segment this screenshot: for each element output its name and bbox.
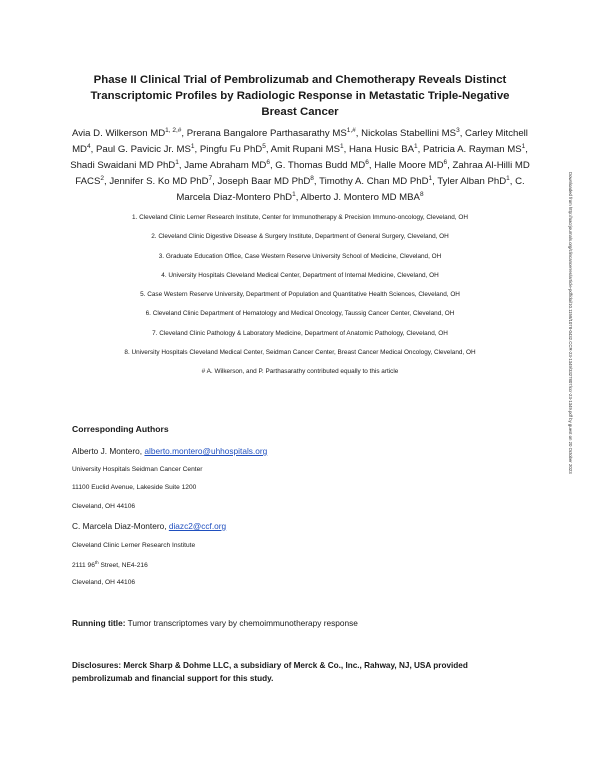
author-affiliation-marker: 1 — [292, 190, 296, 198]
author-affiliation-marker: 1, 2,# — [165, 126, 182, 134]
author-name: Timothy A. Chan MD PhD — [319, 176, 429, 187]
author-name: Jennifer S. Ko MD PhD — [109, 176, 209, 187]
download-watermark — [569, 172, 577, 592]
author-affiliation-marker: 3 — [456, 126, 460, 134]
affiliation-list — [70, 208, 530, 382]
author-entry — [301, 192, 424, 203]
author-affiliation-marker: 1 — [175, 158, 179, 166]
author-entry — [200, 144, 266, 155]
author-name: Shadi Swaidani MD PhD — [70, 160, 176, 171]
author-affiliation-marker: 7 — [208, 174, 213, 182]
author-affiliation-marker: 2 — [100, 174, 104, 182]
author-name: Carley Mitchell MD — [72, 128, 528, 155]
affiliation-item: 3. Graduate Education Office, Case Western Reserve University School of Medicine, Cleveland, OH — [158, 252, 442, 260]
paper-title: Phase II Clinical Trial of Pembrolizumab and Chemotherapy Reveals Distinct Transcriptomic Profiles by Radiologic Response in Metastatic Triple-Negative Breast Cancer — [90, 74, 510, 118]
author-affiliation-marker: 8 — [419, 190, 424, 198]
author-name: Paul G. Pavicic Jr. MS — [95, 144, 191, 155]
corresponding-heading: Corresponding Authors — [72, 424, 169, 434]
author-2-address-line: Cleveland Clinic Lerner Research Institute — [72, 542, 196, 549]
corresponding-author-1 — [72, 446, 267, 456]
street-number: 2111 96 — [72, 562, 95, 570]
author-name: Hana Husic BA — [348, 144, 415, 155]
author-name: Alberto J. Montero MD MBA — [300, 192, 420, 203]
author-affiliation-marker: 6 — [443, 158, 448, 166]
author-name: Jame Abraham MD — [184, 160, 267, 171]
affiliation-item: # A. Wilkerson, and P. Parthasarathy contributed equally to this article — [201, 368, 399, 376]
author-affiliation-marker: 6 — [365, 158, 369, 166]
author-name: Zahraa Al-Hilli MD FACS — [75, 160, 530, 187]
author-entry — [187, 128, 356, 139]
affiliation-item: 2. Cleveland Clinic Digestive Disease & Surgery Institute, Department of General Surgery, Cleveland, OH — [151, 233, 449, 241]
author-affiliation-marker: 1 — [414, 142, 418, 150]
author-affiliation-marker: 1 — [521, 142, 526, 150]
affiliation-item: 4. University Hospitals Cleveland Medical Center, Department of Internal Medicine, Cleveland, OH — [161, 271, 439, 279]
corresponding-author-2-email-link[interactable]: diazc2@ccf.org — [168, 521, 227, 531]
author-list: Avia D. Wilkerson $MD^{1, 2,\#}$, Prerana Bangalore Parthasarathy $MS^{1,\#}$, Nickolas Stabellini $MS^3$, Carley Mitchell $MD^4$, Paul G. Pavicic Jr. $MS^1$, Pingfu Fu PhD$^5$, Amit Rupani $MS^1$, Hana Husic $BA^1$, Patricia A. Rayman $MS^1$, Shadi Swaidani MD PhD$^1$, Jame Abraham $MD^6$, G. Thomas Budd $MD^6$, Halle Moore $MD^6$, Zahraa Al-Hilli MD FACS$^2$, Jennifer S. Ko MD PhD$^7$, Joseph Baar MD PhD$^8$, Timothy A. Chan MD PhD$^1$, Tyler Alban PhD$^1$, C. Marcela Diaz-Montero PhD$^1$, Alberto J. Montero MD MBA$^8$ — [70, 126, 530, 203]
author-entry — [70, 160, 179, 171]
author-1-address-line: Cleveland, OH 44106 — [72, 503, 136, 510]
author-entry — [437, 176, 509, 187]
affiliation-item: 8. University Hospitals Cleveland Medical Center, Seidman Cancer Center, Breast Cancer Medical Oncology, Cleveland, OH — [124, 349, 476, 357]
author-entry — [217, 176, 313, 187]
author-1-address-line: 11100 Euclid Avenue, Lakeside Suite 1200 — [72, 484, 197, 491]
author-2-address-line: Cleveland, OH 44106 — [72, 579, 136, 586]
author-name: Patricia A. Rayman MS — [422, 144, 522, 155]
corresponding-author-1-email-link[interactable]: alberto.montero@uhhospitals.org — [144, 446, 268, 456]
author-name: Prerana Bangalore Parthasarathy MS — [186, 128, 347, 139]
author-name: Amit Rupani MS — [270, 144, 340, 155]
author-entry — [423, 144, 525, 155]
affiliation-item: 7. Cleveland Clinic Pathology & Laboratory Medicine, Department of Anatomic Pathology, Cleveland, OH — [152, 329, 448, 337]
author-entry — [109, 176, 212, 187]
author-name: Nickolas Stabellini MS — [361, 128, 457, 139]
author-name: Joseph Baar MD PhD — [217, 176, 311, 187]
corresponding-author-2-name: C. Marcela Diaz-Montero, — [72, 521, 167, 531]
author-affiliation-marker: 1 — [428, 174, 433, 182]
running-title-label: Running title: — [72, 618, 126, 628]
author-entry — [275, 160, 369, 171]
author-name: C. Marcela Diaz-Montero PhD — [176, 176, 525, 203]
author-2-address-line — [72, 560, 148, 569]
street-name: Street, NE4-216 — [98, 562, 148, 570]
author-affiliation-marker: 5 — [262, 142, 266, 150]
author-entry — [184, 160, 270, 171]
affiliation-item: 1. Cleveland Clinic Lerner Research Institute, Center for Immunotherapy & Precision Immuno-oncology, Cleveland, OH — [132, 214, 468, 221]
author-name: Halle Moore MD — [374, 160, 444, 171]
download-watermark-text: Downloaded from http://aacrjournals.org/clincancerres/article-pdf/doi/10.1158/1078-0432.CCR-23-1349/3327807/ccr-23-1349.pdf by guest on 20 October 2023 — [568, 172, 573, 474]
disclosures-statement: Disclosures: Merck Sharp & Dohme LLC, a subsidiary of Merck & Co., Inc., Rahway, NJ, USA provided pembrolizumab and financial support for this study. — [72, 661, 468, 683]
author-name: Tyler Alban PhD — [437, 176, 507, 187]
author-affiliation-marker: 6 — [266, 158, 270, 166]
author-affiliation-marker: 4 — [86, 142, 91, 150]
author-1-address-line: University Hospitals Seidman Cancer Center — [72, 466, 203, 473]
author-entry — [96, 144, 195, 155]
author-entry — [319, 176, 432, 187]
author-affiliation-marker: 1,# — [346, 126, 356, 134]
running-title — [72, 618, 358, 628]
author-name: Avia D. Wilkerson MD — [72, 128, 166, 139]
author-affiliation-marker: 1 — [339, 142, 344, 150]
author-entry — [349, 144, 418, 155]
author-entry — [361, 128, 460, 139]
affiliation-item: 6. Cleveland Clinic Department of Hematology and Medical Oncology, Taussig Cancer Center, Cleveland, OH — [145, 310, 455, 318]
author-affiliation-marker: 8 — [310, 174, 314, 182]
author-entry — [271, 144, 344, 155]
author-entry — [72, 128, 181, 139]
author-name: G. Thomas Budd MD — [275, 160, 366, 171]
author-affiliation-marker: 1 — [190, 142, 195, 150]
street-ordinal: th — [94, 560, 99, 565]
author-name: Pingfu Fu PhD — [199, 144, 263, 155]
affiliation-item: 5. Case Western Reserve University, Department of Population and Quantitative Health Sciences, Cleveland, OH — [140, 291, 460, 299]
corresponding-author-1-name: Alberto J. Montero, — [72, 446, 143, 456]
author-entry — [374, 160, 447, 171]
corresponding-author-2 — [72, 521, 226, 531]
author-affiliation-marker: 1 — [506, 174, 510, 182]
running-title-text: Tumor transcriptomes vary by chemoimmunotherapy response — [125, 618, 358, 628]
